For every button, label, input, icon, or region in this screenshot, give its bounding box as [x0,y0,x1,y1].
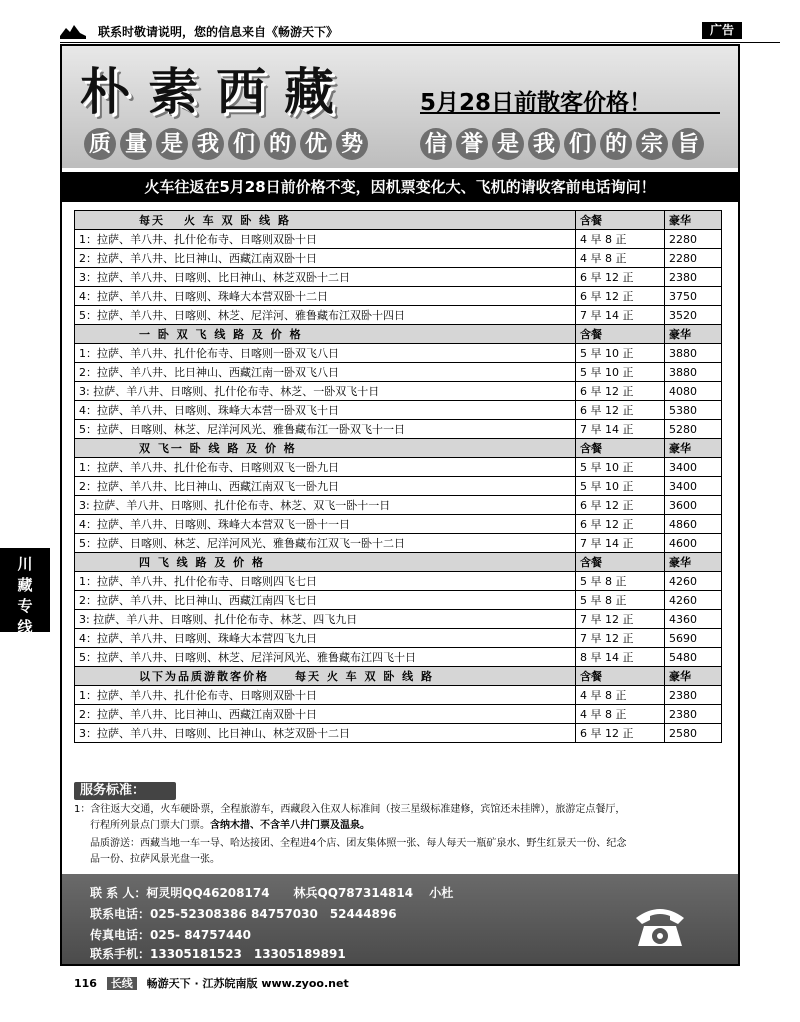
section-title: 每天 火 车 双 卧 线 路 [75,211,576,230]
contact-people: 联 系 人：柯灵明QQ46208174 林兵QQ787314814 小杜 [90,886,454,900]
service-title: 服务标准： [74,782,176,800]
footer-publication: 畅游天下 · 江苏皖南版 www.zyoo.net [146,977,349,990]
price-notice-bar: 火车往返在5月28日前价格不变，因机票变化大、飞机的请收客前电话询问！ [62,172,738,202]
page-title: 朴素西藏 [80,62,352,121]
route-cell: 2：拉萨、羊八井、比日神山、西藏江南双卧十日 [75,249,576,268]
meal-cell: 8 早 14 正 [576,648,665,667]
meal-cell: 7 早 14 正 [576,306,665,325]
slogan-char: 的 [264,128,296,160]
price-header: 豪华 [665,211,722,230]
price-header: 豪华 [665,553,722,572]
meal-cell: 5 早 8 正 [576,591,665,610]
page-number: 116 [74,977,97,990]
table-row [75,534,722,553]
route-cell: 4：拉萨、羊八井、日喀则、珠峰大本营一卧双飞十日 [75,401,576,420]
route-cell: 2：拉萨、羊八井、比日神山、西藏江南一卧双飞八日 [75,363,576,382]
meal-cell: 6 早 12 正 [576,515,665,534]
meal-cell: 5 早 10 正 [576,363,665,382]
contact-fax: 传真电话：025- 84757440 [90,928,252,942]
route-cell: 3: 拉萨、羊八井、日喀则、扎什伦布寺、林芝、双飞一卧十一日 [75,496,576,515]
slogan-right [420,128,708,160]
meal-header: 含餐 [576,439,665,458]
contact-mobile: 联系手机：13305181523 13305189891 [90,947,346,961]
route-cell: 1：拉萨、羊八井、扎什伦布寺、日喀则双卧十日 [75,686,576,705]
section-header [75,667,722,686]
table-row [75,515,722,534]
slogan-char: 我 [192,128,224,160]
route-cell: 3: 拉萨、羊八井、日喀则、扎什伦布寺、林芝、四飞九日 [75,610,576,629]
route-cell: 5：拉萨、羊八井、日喀则、林芝、尼洋河风光、雅鲁藏布江四飞十日 [75,648,576,667]
table-row [75,686,722,705]
price-table [74,210,722,743]
table-row [75,705,722,724]
price-header: 豪华 [665,439,722,458]
table-row [75,572,722,591]
price-cell: 2380 [665,686,722,705]
meal-cell: 6 早 12 正 [576,268,665,287]
meal-cell: 6 早 12 正 [576,287,665,306]
meal-cell: 6 早 12 正 [576,724,665,743]
table-row [75,724,722,743]
table-row [75,363,722,382]
section-title: 四 飞 线 路 及 价 格 [75,553,576,572]
meal-cell: 6 早 12 正 [576,496,665,515]
side-tab-char: 川 [17,555,33,573]
slogan-char: 优 [300,128,332,160]
route-cell: 1：拉萨、羊八井、扎什伦布寺、日喀则双飞一卧九日 [75,458,576,477]
slogan-char: 量 [120,128,152,160]
route-cell: 1：拉萨、羊八井、扎什伦布寺、日喀则一卧双飞八日 [75,344,576,363]
price-cell: 3400 [665,458,722,477]
price-cell: 5280 [665,420,722,439]
route-cell: 2：拉萨、羊八井、比日神山、西藏江南四飞七日 [75,591,576,610]
meal-cell: 6 早 12 正 [576,401,665,420]
side-tab [0,548,50,636]
table-row [75,306,722,325]
service-line-2b: 含纳木措、不含羊八井门票及温泉。 [210,820,370,831]
top-notice-bar [60,22,780,43]
meal-cell: 5 早 8 正 [576,572,665,591]
table-row [75,496,722,515]
price-cell: 2380 [665,268,722,287]
section-title: 双 飞一 卧 线 路 及 价 格 [75,439,576,458]
price-cell: 5380 [665,401,722,420]
price-cell: 4600 [665,534,722,553]
meal-cell: 7 早 14 正 [576,420,665,439]
price-cell: 2580 [665,724,722,743]
side-tab-char: 专 [17,597,33,615]
meal-cell: 5 早 10 正 [576,344,665,363]
section-title: 一 卧 双 飞 线 路 及 价 格 [75,325,576,344]
price-header: 豪华 [665,325,722,344]
route-cell: 5：拉萨、日喀则、林芝、尼洋河风光、雅鲁藏布江双飞一卧十二日 [75,534,576,553]
table-row [75,287,722,306]
route-cell: 4：拉萨、羊八井、日喀则、珠峰大本营双卧十二日 [75,287,576,306]
meal-cell: 6 早 12 正 [576,382,665,401]
meal-cell: 4 早 8 正 [576,686,665,705]
price-cell: 4360 [665,610,722,629]
meal-cell: 7 早 12 正 [576,610,665,629]
publication-logo-icon [58,22,88,40]
service-line-2a: 行程所列景点门票大门票。 [90,820,210,831]
meal-cell: 7 早 14 正 [576,534,665,553]
table-row [75,458,722,477]
price-cell: 4260 [665,591,722,610]
route-cell: 3: 拉萨、羊八井、日喀则、扎什伦布寺、林芝、一卧双飞十日 [75,382,576,401]
slogan-char: 旨 [672,128,704,160]
route-cell: 3：拉萨、羊八井、日喀则、比日神山、林芝双卧十二日 [75,724,576,743]
price-cell: 2280 [665,249,722,268]
price-cell: 4260 [665,572,722,591]
slogan-char: 们 [228,128,260,160]
price-cell: 4860 [665,515,722,534]
price-cell: 3520 [665,306,722,325]
table-row [75,477,722,496]
page-footer [74,975,349,991]
table-row [75,610,722,629]
route-cell: 3：拉萨、羊八井、日喀则、比日神山、林芝双卧十二日 [75,268,576,287]
slogan-char: 是 [492,128,524,160]
meal-cell: 4 早 8 正 [576,249,665,268]
slogan-left [84,128,372,160]
section-header [75,211,722,230]
price-header: 豪华 [665,667,722,686]
price-cell: 3600 [665,496,722,515]
slogan-char: 们 [564,128,596,160]
route-cell: 5：拉萨、日喀则、林芝、尼洋河风光、雅鲁藏布江一卧双飞十一日 [75,420,576,439]
table-row [75,268,722,287]
section-header [75,439,722,458]
telephone-icon [632,904,688,950]
meal-cell: 4 早 8 正 [576,705,665,724]
price-cell: 5480 [665,648,722,667]
service-line-4: 品一份、拉萨风景光盘一张。 [90,854,220,865]
side-tab-char: 藏 [17,576,33,594]
table-row [75,401,722,420]
route-cell: 2：拉萨、羊八井、比日神山、西藏江南双卧十日 [75,705,576,724]
price-cell: 3880 [665,344,722,363]
meal-cell: 5 早 10 正 [576,477,665,496]
section-title: 以下为品质游散客价格 每天 火 车 双 卧 线 路 [75,667,576,686]
table-row [75,420,722,439]
service-line-2 [90,818,370,833]
table-row [75,249,722,268]
table-row [75,382,722,401]
price-cell: 4080 [665,382,722,401]
route-cell: 4：拉萨、羊八井、日喀则、珠峰大本营双飞一卧十一日 [75,515,576,534]
price-cell: 5690 [665,629,722,648]
route-cell: 2：拉萨、羊八井、比日神山、西藏江南双飞一卧九日 [75,477,576,496]
service-line-1: 1：含往返大交通，火车硬卧票，全程旅游车，西藏段入住双人标准间（按三星级标准建修，宾馆还未挂牌），旅游定点餐厅， [74,804,626,815]
side-tab-char: 线 [17,618,33,636]
price-cell: 2280 [665,230,722,249]
section-header [75,325,722,344]
route-cell: 1：拉萨、羊八井、扎什伦布寺、日喀则双卧十日 [75,230,576,249]
slogan-char: 誉 [456,128,488,160]
ad-tag: 广告 [702,22,742,39]
slogan-char: 质 [84,128,116,160]
table-row [75,629,722,648]
meal-cell: 5 早 10 正 [576,458,665,477]
meal-header: 含餐 [576,667,665,686]
meal-cell: 7 早 12 正 [576,629,665,648]
section-header [75,553,722,572]
meal-header: 含餐 [576,211,665,230]
route-cell: 5：拉萨、羊八井、日喀则、林芝、尼洋河、雅鲁藏布江双卧十四日 [75,306,576,325]
slogan-char: 我 [528,128,560,160]
price-cell: 3750 [665,287,722,306]
meal-header: 含餐 [576,553,665,572]
price-cell: 2380 [665,705,722,724]
table-row [75,344,722,363]
meal-header: 含餐 [576,325,665,344]
slogan-char: 宗 [636,128,668,160]
table-row [75,648,722,667]
route-cell: 1：拉萨、羊八井、扎什伦布寺、日喀则四飞七日 [75,572,576,591]
service-line-3: 品质游送：西藏当地一车一导、哈达接团、全程进4个店、团友集体照一张、每人每天一瓶矿泉水、野生红景天一份、纪念 [90,838,627,849]
price-cell: 3400 [665,477,722,496]
slogan-char: 是 [156,128,188,160]
price-title: 5月28日前散客价格！ [420,84,720,114]
footer-section: 长线 [107,977,137,990]
price-cell: 3880 [665,363,722,382]
slogan-char: 信 [420,128,452,160]
contact-phone: 联系电话：025-52308386 84757030 52444896 [90,907,397,921]
table-row [75,591,722,610]
route-cell: 4：拉萨、羊八井、日喀则、珠峰大本营四飞九日 [75,629,576,648]
slogan-char: 势 [336,128,368,160]
slogan-char: 的 [600,128,632,160]
table-row [75,230,722,249]
meal-cell: 4 早 8 正 [576,230,665,249]
source-notice: 联系时敬请说明，您的信息来自《畅游天下》 [98,25,339,39]
